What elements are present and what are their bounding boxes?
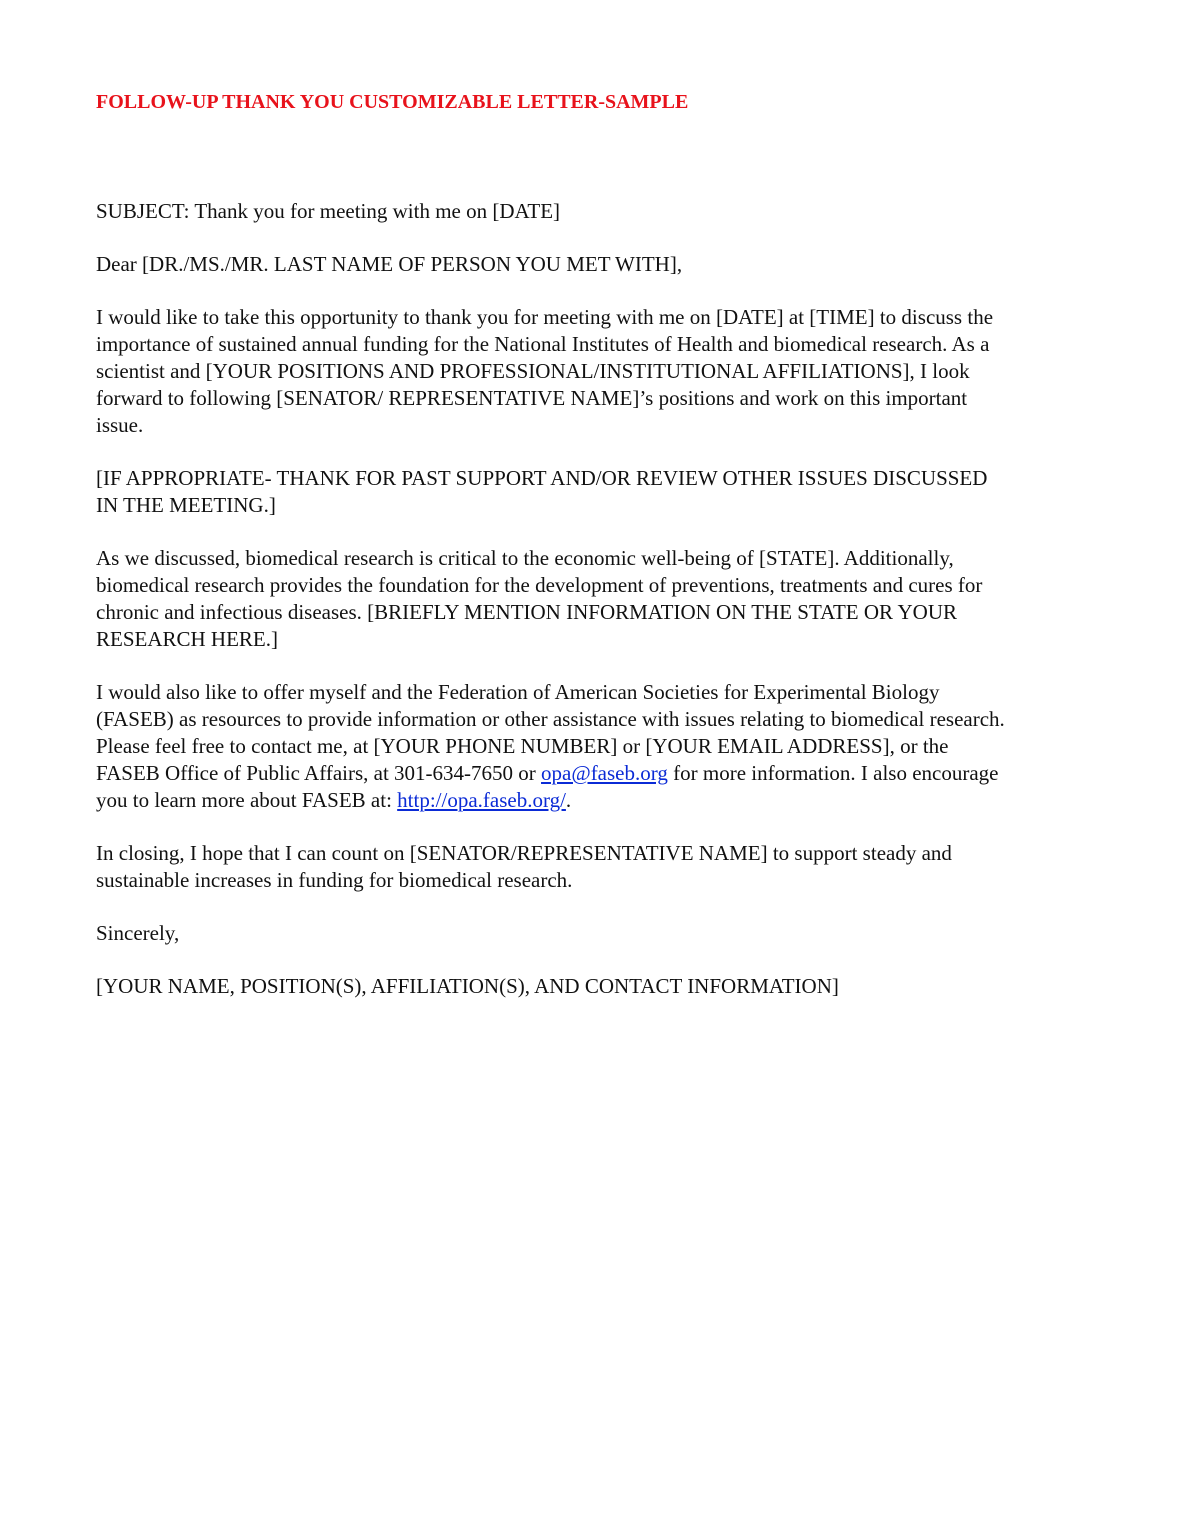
paragraph-line: [IF APPROPRIATE- THANK FOR PAST SUPPORT AND/OR REVIEW OTHER ISSUES DISCUSSED bbox=[96, 466, 988, 490]
paragraph-optional-support bbox=[96, 465, 1116, 519]
paragraph-line: sustainable increases in funding for biomedical research. bbox=[96, 868, 573, 892]
website-link[interactable]: http://opa.faseb.org/ bbox=[397, 788, 566, 812]
closing-sincerely: Sincerely, bbox=[96, 921, 180, 945]
paragraph-line: (FASEB) as resources to provide information or other assistance with issues relating to biomedical research. bbox=[96, 707, 1005, 731]
paragraph-line: issue. bbox=[96, 413, 144, 437]
signature-block: [YOUR NAME, POSITION(S), AFFILIATION(S), AND CONTACT INFORMATION] bbox=[96, 974, 839, 998]
paragraph-line: scientist and [YOUR POSITIONS AND PROFESSIONAL/INSTITUTIONAL AFFILIATIONS], I look bbox=[96, 359, 970, 383]
line-text: FASEB Office of Public Affairs, at 301-634-7650 or bbox=[96, 761, 542, 785]
paragraph-line: RESEARCH HERE.] bbox=[96, 627, 279, 651]
paragraph-line: forward to following [SENATOR/ REPRESENTATIVE NAME]’s positions and work on this important bbox=[96, 386, 968, 410]
subject-line: SUBJECT: Thank you for meeting with me on [DATE] bbox=[96, 199, 561, 223]
paragraph-line: biomedical research provides the foundation for the development of preventions, treatments and cures for bbox=[96, 573, 983, 597]
paragraph-line: importance of sustained annual funding for the National Institutes of Health and biomedical research. As a bbox=[96, 332, 990, 356]
line-text: . bbox=[565, 788, 572, 812]
paragraph-line: I would also like to offer myself and the Federation of American Societies for Experimental Biology bbox=[96, 680, 940, 704]
paragraph-line: chronic and infectious diseases. [BRIEFLY MENTION INFORMATION ON THE STATE OR YOUR bbox=[96, 600, 958, 624]
letter-title: FOLLOW-UP THANK YOU CUSTOMIZABLE LETTER-SAMPLE bbox=[96, 91, 689, 113]
paragraph-line-with-url bbox=[96, 787, 1116, 814]
letter-body bbox=[96, 198, 1116, 1026]
paragraph-line: In closing, I hope that I can count on [SENATOR/REPRESENTATIVE NAME] to support steady and bbox=[96, 841, 952, 865]
email-link[interactable]: opa@faseb.org bbox=[541, 761, 668, 785]
paragraph-resources bbox=[96, 679, 1116, 814]
line-text: for more information. I also encourage bbox=[667, 761, 999, 785]
paragraph-line: Please feel free to contact me, at [YOUR PHONE NUMBER] or [YOUR EMAIL ADDRESS], or the bbox=[96, 734, 949, 758]
paragraph-line-with-email bbox=[96, 760, 1116, 787]
paragraph-research-importance bbox=[96, 545, 1116, 653]
paragraph-thanks bbox=[96, 304, 1116, 439]
paragraph-line: I would like to take this opportunity to thank you for meeting with me on [DATE] at [TIME] to discuss the bbox=[96, 305, 994, 329]
paragraph-closing bbox=[96, 840, 1116, 894]
paragraph-line: IN THE MEETING.] bbox=[96, 493, 276, 517]
paragraph-line: As we discussed, biomedical research is critical to the economic well-being of [STATE]. Additionally, bbox=[96, 546, 954, 570]
line-text: you to learn more about FASEB at: bbox=[96, 788, 398, 812]
salutation: Dear [DR./MS./MR. LAST NAME OF PERSON YOU MET WITH], bbox=[96, 252, 683, 276]
